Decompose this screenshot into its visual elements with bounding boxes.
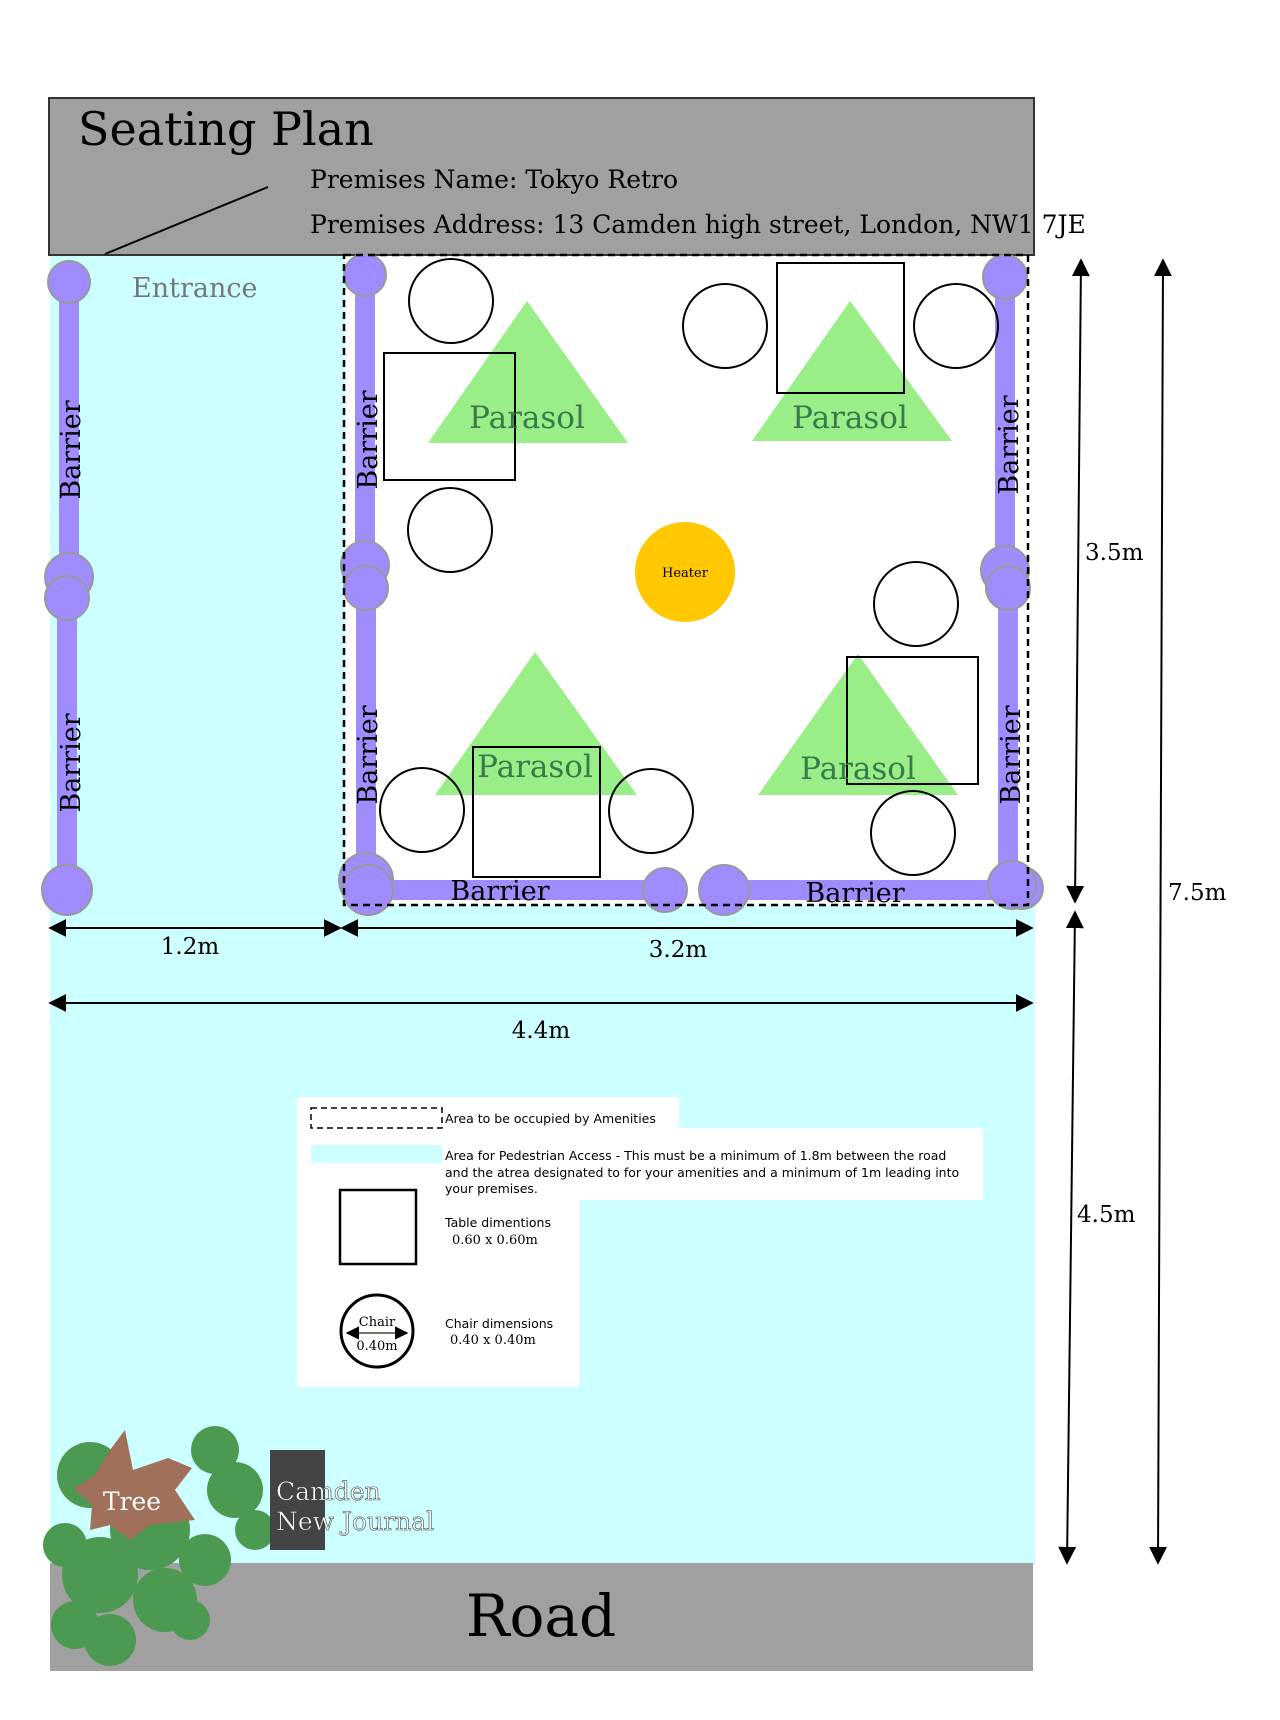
legend-pedestrian-line-3: your premises. bbox=[445, 1181, 538, 1196]
parasol-label-top-right: Parasol bbox=[792, 400, 908, 436]
barrier-label-bottom-left: Barrier bbox=[450, 876, 550, 907]
barrier-label-right-lower: Barrier bbox=[996, 705, 1027, 805]
legend-amenities-swatch bbox=[311, 1108, 442, 1128]
premises-address: Premises Address: 13 Camden high street, London, NW1 7JE bbox=[310, 210, 1086, 239]
dimension-1-2m: 1.2m bbox=[160, 934, 220, 960]
legend-pedestrian-swatch bbox=[311, 1145, 442, 1163]
legend-amenities-text: Area to be occupied by Amenities bbox=[445, 1111, 656, 1126]
barrier-label-bottom-right: Barrier bbox=[805, 878, 905, 909]
legend-table-swatch bbox=[340, 1190, 416, 1264]
legend-chair-size: 0.40 x 0.40m bbox=[450, 1333, 536, 1348]
parasol-label-bottom-right: Parasol bbox=[800, 751, 916, 787]
parasol-label-bottom-left: Parasol bbox=[477, 749, 593, 785]
heater-label: Heater bbox=[662, 566, 708, 581]
legend-chair-title: Chair dimensions bbox=[445, 1316, 554, 1331]
legend-chair-swatch bbox=[341, 1295, 413, 1367]
road-label: Road bbox=[465, 1582, 617, 1650]
dimension-3-2m: 3.2m bbox=[648, 937, 708, 963]
sign-line-1: Camden bbox=[276, 1477, 381, 1506]
dimension-7-5m: 7.5m bbox=[1168, 880, 1227, 906]
entrance-label: Entrance bbox=[132, 273, 258, 304]
parasol-label-top-left: Parasol bbox=[469, 400, 585, 436]
premises-name: Premises Name: Tokyo Retro bbox=[310, 165, 679, 194]
legend-pedestrian-line-2: and the atrea designated to for your amenities and a minimum of 1m leading into bbox=[445, 1165, 960, 1180]
tree-label: Tree bbox=[102, 1487, 162, 1516]
legend-pedestrian-line-1: Area for Pedestrian Access - This must be a minimum of 1.8m between the road bbox=[445, 1148, 947, 1163]
dimension-4-5m: 4.5m bbox=[1077, 1202, 1136, 1228]
legend-table-size: 0.60 x 0.60m bbox=[452, 1233, 538, 1248]
barrier-label-left-lower: Barrier bbox=[56, 713, 87, 813]
barrier-label-right-upper: Barrier bbox=[994, 395, 1025, 495]
sign-line-2: New Journal bbox=[276, 1507, 435, 1536]
dimension-arrow-4-5m bbox=[1067, 912, 1075, 1563]
barrier-label-left-upper: Barrier bbox=[56, 400, 87, 500]
barrier-label-middle-lower: Barrier bbox=[353, 705, 384, 805]
dimension-3-5m: 3.5m bbox=[1085, 540, 1144, 566]
legend-table-title: Table dimentions bbox=[445, 1215, 551, 1230]
dimension-4-4m: 4.4m bbox=[511, 1018, 571, 1044]
legend-chair-width: 0.40m bbox=[356, 1339, 398, 1354]
legend-chair-label: Chair bbox=[358, 1315, 396, 1330]
page-title: Seating Plan bbox=[78, 102, 374, 156]
dimension-arrow-3-5m bbox=[1075, 260, 1081, 902]
barrier-label-middle-upper: Barrier bbox=[353, 390, 384, 490]
dimension-arrow-7-5m bbox=[1158, 260, 1163, 1563]
